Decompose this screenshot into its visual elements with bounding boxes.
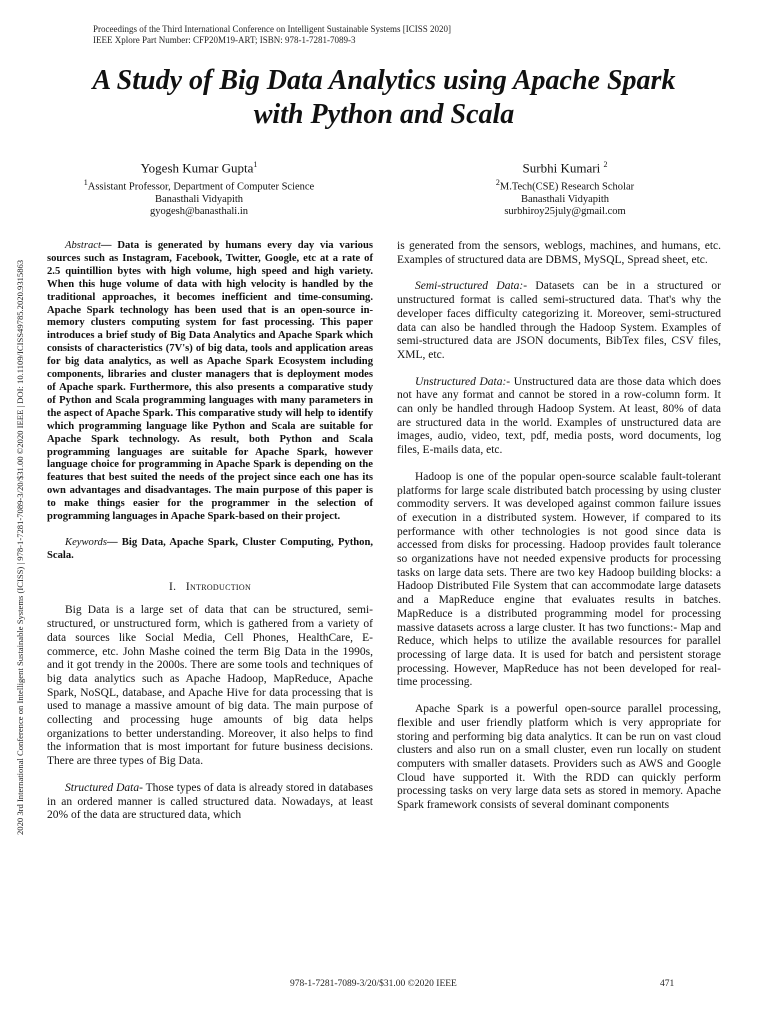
author-institution: Banasthali Vidyapith <box>154 193 244 205</box>
abstract-lead: Abstract <box>65 240 101 251</box>
structured-data-text: Those types of data is already stored in databases in an ordered manner is called structured data. Nowadays, at least 20% of the data are structured data, which <box>47 781 373 822</box>
structured-data-lead: Structured Data- <box>65 781 143 794</box>
unstructured-paragraph <box>397 376 721 458</box>
structured-data-continued: is generated from the sensors, weblogs, machines, and humans, etc. Examples of structured data are DBMS, MySQL, Spread sheet, etc. <box>397 240 721 266</box>
spark-paragraph: Apache Spark is a powerful open-source parallel processing, flexible and user friendly platform which is very appropriate for storing and performing big data analytics. It can be run on vast cloud clusters and also run on a small cluster, even run locally on student computers with smaller datasets. Providers such as AWS and Google Cloud have supported it. With the RDD can quickly perform processing tasks on very large data sets as stored in memory. Apache Spark framework consists of several dominant components <box>397 703 721 812</box>
header-line-1: Proceedings of the Third International Conference on Intelligent Sustainable Systems [ICISS 2020] <box>93 24 452 34</box>
title-line-2: with Python and Scala <box>253 99 515 130</box>
author-email: gyogesh@banasthali.in <box>149 205 249 217</box>
author-name: Yogesh Kumar Gupta <box>140 160 254 176</box>
abstract-text: — Data is generated by humans every day via various sources such as Instagram, Facebook, Twitter, Google, etc at a rate of 2.5 quintillion bytes with high volume, high speed and high variety. When this huge volume of data with high velocity is handled by the traditional approaches, it becomes inefficient and time-consuming. Apache Spark technology has been used that is an open-source in-memory clusters computing system for fast processing. This paper introduces a brief study of Big Data Analytics and Apache Spark which consists of characteristics (7V's) of big data, tools and application areas for big data analytics, as well as Apache Spark Ecosystem including components, libraries and cluster managers that is deployment modes of Apache spark. Furthermore, this also presents a comparative study of Python and Scala programming languages with many parameters in the aspect of Apache Spark. This comparative study will help to identify which programming language like Python and Scala are suitable for Apache Spark technology. As result, both Python and Scala programming languages are suitable for Apache Spark, however language choice for programming in Apache Spark is depending on the features that best suited the needs of the project since each one has its own advantages and disadvantages. The main purpose of this paper is to make things easier for the programmer in the selection of programming languages in Apache Spark-based on their project. <box>47 240 373 523</box>
section-title: Introduction <box>185 580 252 593</box>
page-number: 471 <box>660 979 675 989</box>
sidebar-citation-wrap <box>12 185 28 835</box>
affiliation-sup: 1 <box>83 178 88 188</box>
author-name: Surbhi Kumari <box>522 160 601 176</box>
semi-structured-paragraph <box>397 280 721 362</box>
keywords-lead: Keywords <box>65 536 107 548</box>
semi-structured-lead: Semi-structured Data:- <box>415 280 528 293</box>
author-block-1 <box>64 157 334 218</box>
header-line-2: IEEE Xplore Part Number: CFP20M19-ART; ISBN: 978-1-7281-7089-3 <box>93 35 356 45</box>
hadoop-paragraph: Hadoop is one of the popular open-source scalable fault-tolerant platforms for large scale distributed batch processing by using cluster commodity servers. It was developed against common failure issues of execution in a distributed system. However, if compared to its performance with other technologies is not good since data is accessed from disks for processing. Hadoop provides fault tolerance so organizations have not needed expensive products for processing tasks on large data sets. There are two key Hadoop building blocks: a Hadoop Distributed File System that can accommodate large datasets and a MapReduce engine that evaluates results in batches. MapReduce is a distributed programming model for processing massive datasets across a large cluster. It has two functions:- Map and Reduce, which helps to utilize the available resources for parallel processing of large data. It is used for batch and persistent storage processing. However, MapReduce has not been developed for real-time processing. <box>397 470 721 689</box>
unstructured-text: Unstructured data are those data which does not have any format and cannot be stored in a row-column form. It can only be handled through Hadoop System. At least, 80% of data are structured data in the world. Examples of unstructured data are images, audio, video, text, pdf, media posts, word documents, log files, E-mails data, etc. <box>397 375 722 457</box>
title-line-1: A Study of Big Data Analytics using Apache Spark <box>92 65 676 96</box>
section-number: I. <box>168 580 177 593</box>
keywords-text: — Big Data, Apache Spark, Cluster Computing, Python, Scala. <box>47 536 373 561</box>
unstructured-lead: Unstructured Data:- <box>415 375 511 388</box>
author-block-2 <box>450 157 680 218</box>
author-sup: 2 <box>603 160 608 169</box>
proceedings-header <box>93 24 451 46</box>
author-affiliation: Assistant Professor, Department of Computer Science <box>87 181 315 193</box>
semi-structured-text: Datasets can be in a structured or unstructured format is called semi-structured data. That's why the developer faces difficulty categorizing it. Moreover, semi-structured data can also be handled through the Hadoop System. Examples of semi-structured data are JSON documents, BibTex files, CSV files, XML, etc. <box>397 280 721 361</box>
intro-paragraph: Big Data is a large set of data that can be structured, semi-structured, or unstructured form, which is gathered from a variety of data sources like Social Media, Cell Phones, HealthCare, E-commerce, etc. John Mashe coined the term Big Data in the 1990s, and it got trendy in the 2000s. There are some tools and techniques of big data analytics such as Apache Hadoop, MapReduce, Apache Spark, NoSQL, database, and Apache Hive for data processing that is used to manage a massive amount of big data. The main purpose of collecting and processing huge amounts of big data helps organizations to better understanding. Moreover, it also helps to find the information that is most important for future business decisions. There are three types of Big Data. <box>47 604 373 768</box>
section-heading-introduction <box>47 581 373 595</box>
sidebar-citation: 2020 3rd International Conference on Intelligent Sustainable Systems (ICISS) | 978-1-7281-7089-3/20/$31.00 ©2020 IEEE | DOI: 10.1109/ICISS49785.2020.9315863 <box>15 259 25 835</box>
paper-title <box>40 64 728 132</box>
right-column <box>397 240 721 826</box>
author-affiliation: M.Tech(CSE) Research Scholar <box>499 181 635 193</box>
structured-data-paragraph <box>47 782 373 823</box>
footer-copyright: 978-1-7281-7089-3/20/$31.00 ©2020 IEEE <box>290 979 457 989</box>
affiliation-sup: 2 <box>495 178 500 188</box>
author-institution: Banasthali Vidyapith <box>520 193 610 205</box>
keywords <box>47 537 373 563</box>
abstract <box>47 240 373 524</box>
left-column <box>47 240 373 836</box>
author-email: surbhiroy25july@gmail.com <box>504 205 626 217</box>
author-sup: 1 <box>253 160 258 169</box>
